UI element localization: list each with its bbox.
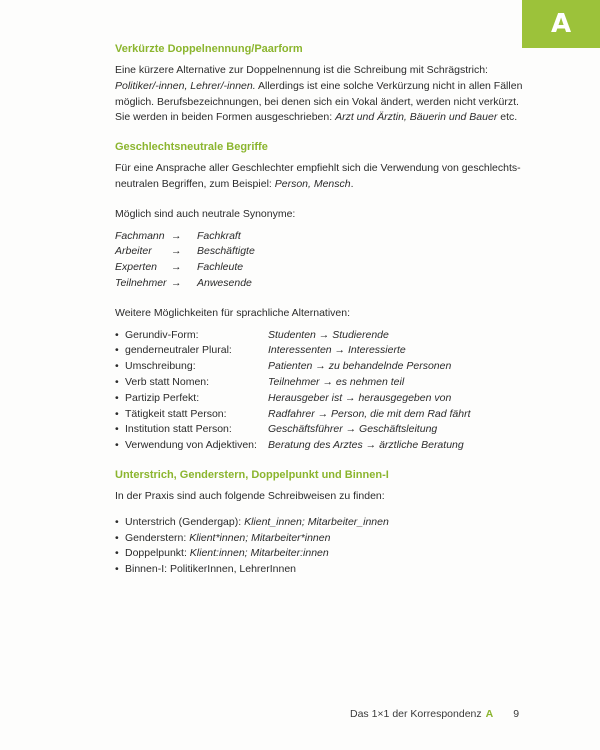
synonym-from: Teilnehmer [115,276,167,289]
paragraph-short-form [115,63,525,126]
alt-label: • Verwendung von Adjektiven: [125,439,257,452]
synonym-to: Fachleute [197,261,244,274]
alt-example: Herausgeber ist → herausgegeben von [268,391,452,404]
list-item [115,531,525,547]
chapter-tab [522,0,600,48]
form-label: Doppelpunkt: [125,547,190,560]
form-example: Klient:innen; Mitarbeiter:innen [189,547,329,560]
synonym-row [115,229,525,245]
chapter-letter: A [550,9,572,39]
heading-neutral-terms: Geschlechtsneutrale Begriffe [115,141,268,154]
arrow-icon: → [171,261,182,274]
synonym-row [115,276,525,292]
page-number: 9 [513,708,520,720]
alt-label: • Gerundiv-Form: [125,328,199,341]
example-text: Politiker/-innen, Lehrer/-innen. [115,79,256,92]
list-item [115,438,525,454]
synonyms-intro: Möglich sind auch neutrale Synonyme: [115,207,296,220]
synonym-from: Fachmann [115,229,165,242]
page-footer [350,708,519,720]
heading-short-form: Verkürzte Doppelnennung/Paarform [115,43,303,55]
heading-gender-forms: Unterstrich, Genderstern, Doppelpunkt und Binnen-I [115,468,389,481]
alt-example: Beratung des Arztes → ärztliche Beratung [268,439,464,452]
list-item [115,546,525,562]
alt-label: • Partizip Perfekt: [125,391,200,404]
page-content [115,42,525,578]
form-example: Klient*innen; Mitarbeiter*innen [189,531,331,544]
example-text: Arzt und Ärztin, Bäuerin und Bauer [335,111,498,124]
alt-example: Interessenten → Interessierte [268,344,406,357]
synonym-from: Arbeiter [115,245,152,258]
paragraph-neutral-terms [115,161,525,193]
list-item [115,515,525,531]
synonym-list [115,229,525,292]
footer-title: Das 1×1 der Korrespondenz [350,708,482,720]
list-item [115,359,525,375]
alternatives-intro: Weitere Möglichkeiten für sprachliche Alternativen: [115,306,351,319]
list-item [115,422,525,438]
text: etc. [497,111,518,124]
alt-example: Studenten → Studierende [268,328,389,341]
list-item [115,343,525,359]
text: Eine kürzere Alternative zur Doppelnennung ist die Schreibung mit Schrägstrich: [115,64,488,76]
list-item [115,391,525,407]
alt-label: • Institution statt Person: [125,423,232,436]
footer-chapter-letter: A [485,708,494,720]
list-item [115,375,525,391]
arrow-icon: → [171,229,182,242]
form-label: Genderstern: [125,531,190,544]
alt-example: Teilnehmer → es nehmen teil [268,375,405,388]
arrow-icon: → [171,276,182,289]
text: Für eine Ansprache aller Geschlechter empfiehlt sich die Verwendung von geschlechtsneutralen Begriffen, zum Beispiel: [115,162,521,190]
alternatives-list [115,328,525,454]
synonym-from: Experten [115,261,158,274]
synonym-row [115,260,525,276]
gender-forms-list [115,515,525,578]
form-example: Klient_innen; Mitarbeiter_innen [244,515,389,528]
alt-example: Geschäftsführer → Geschäftsleitung [268,423,438,436]
alt-label: • Tätigkeit statt Person: [125,407,227,420]
alt-example: Patienten → zu behandelnde Personen [268,360,452,373]
form-label: Unterstrich (Gendergap): [125,515,245,528]
example-text: Person, Mensch [274,177,351,190]
alt-label: • Umschreibung: [125,360,196,373]
alt-label: • genderneutraler Plural: [125,344,232,357]
list-item [115,328,525,344]
synonym-to: Anwesende [197,276,252,289]
text: . [350,177,354,190]
alt-example: Radfahrer → Person, die mit dem Rad fährt [268,407,471,420]
form-label: Binnen-I: PolitikerInnen, LehrerInnen [125,563,297,576]
gender-forms-intro: In der Praxis sind auch folgende Schreibweisen zu finden: [115,489,385,502]
synonym-to: Beschäftigte [197,245,255,258]
synonym-to: Fachkraft [197,229,241,242]
text: Allerdings ist eine solche Verkürzung nicht in allen Fällen möglich. Berufsbezeichnungen, bei denen sich ein Vokal ändert, werden nicht verkürzt. Sie werden in beiden Formen ausgeschrieben: [115,79,523,124]
arrow-icon: → [171,245,182,258]
synonym-row [115,244,525,260]
list-item [115,562,525,578]
list-item [115,407,525,423]
alt-label: • Verb statt Nomen: [125,375,210,388]
